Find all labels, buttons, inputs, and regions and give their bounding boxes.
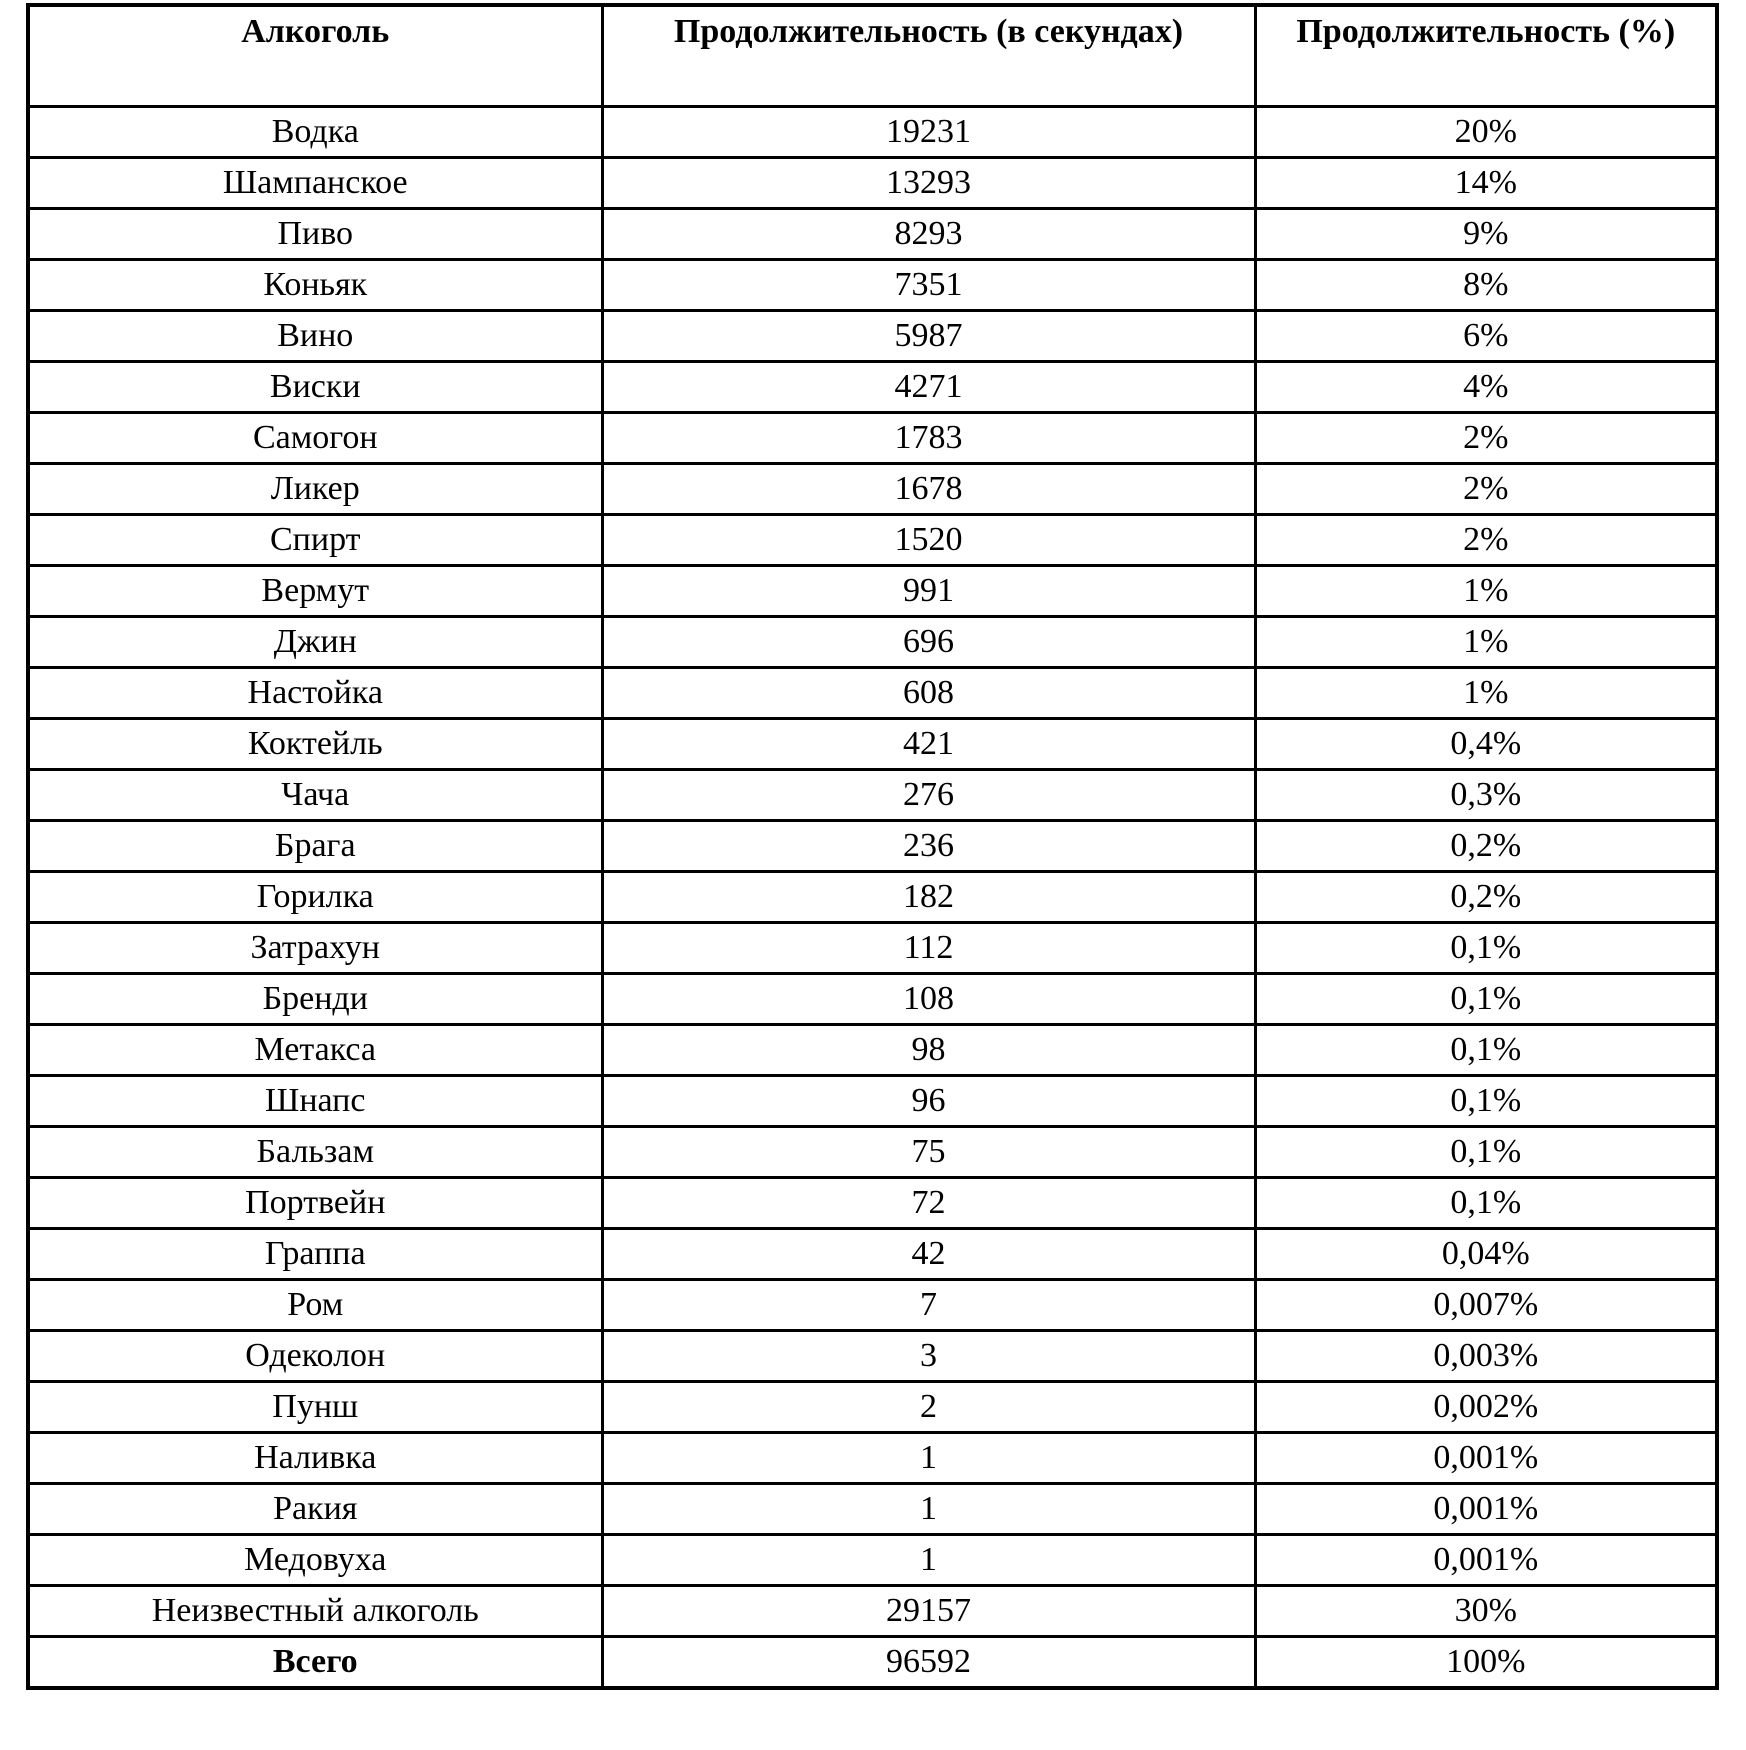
alcohol-name-cell: Настойка [28,668,602,719]
table-row [28,1076,1717,1127]
duration-seconds-cell: 1 [602,1535,1255,1586]
table-row [28,209,1717,260]
duration-seconds-cell: 13293 [602,158,1255,209]
table-row [28,566,1717,617]
duration-percent-cell: 0,1% [1255,1127,1717,1178]
alcohol-duration-table [26,3,1719,1690]
duration-seconds-cell: 1 [602,1484,1255,1535]
alcohol-name-cell: Пиво [28,209,602,260]
table-row [28,515,1717,566]
table-row [28,617,1717,668]
duration-percent-cell: 0,003% [1255,1331,1717,1382]
alcohol-name-cell: Самогон [28,413,602,464]
table-row [28,821,1717,872]
duration-percent-cell: 0,1% [1255,923,1717,974]
alcohol-name-cell: Затрахун [28,923,602,974]
duration-seconds-cell: 421 [602,719,1255,770]
table-row [28,1535,1717,1586]
table-row [28,107,1717,158]
duration-seconds-cell: 608 [602,668,1255,719]
duration-percent-cell: 9% [1255,209,1717,260]
table-row [28,1178,1717,1229]
duration-seconds-cell: 112 [602,923,1255,974]
alcohol-name-cell: Бренди [28,974,602,1025]
table-row [28,1127,1717,1178]
duration-percent-cell: 1% [1255,566,1717,617]
table-row [28,1382,1717,1433]
alcohol-name-cell: Спирт [28,515,602,566]
alcohol-name-cell: Чача [28,770,602,821]
alcohol-name-cell: Медовуха [28,1535,602,1586]
duration-seconds-cell: 108 [602,974,1255,1025]
table-row [28,362,1717,413]
header-row [28,5,1717,107]
alcohol-name-cell: Ликер [28,464,602,515]
duration-seconds-cell: 3 [602,1331,1255,1382]
table-row [28,668,1717,719]
duration-seconds-cell: 72 [602,1178,1255,1229]
table-row [28,1229,1717,1280]
table-row [28,974,1717,1025]
duration-seconds-cell: 1783 [602,413,1255,464]
duration-seconds-cell: 29157 [602,1586,1255,1637]
table-row [28,719,1717,770]
total-row [28,1637,1717,1689]
duration-seconds-cell: 5987 [602,311,1255,362]
total-seconds-cell: 96592 [602,1637,1255,1689]
duration-percent-cell: 0,2% [1255,821,1717,872]
duration-seconds-cell: 7 [602,1280,1255,1331]
duration-seconds-cell: 42 [602,1229,1255,1280]
duration-percent-cell: 0,1% [1255,1076,1717,1127]
duration-seconds-cell: 182 [602,872,1255,923]
duration-seconds-cell: 7351 [602,260,1255,311]
table-row [28,260,1717,311]
table-row [28,1280,1717,1331]
alcohol-name-cell: Одеколон [28,1331,602,1382]
duration-percent-cell: 4% [1255,362,1717,413]
duration-percent-cell: 0,001% [1255,1484,1717,1535]
alcohol-name-cell: Наливка [28,1433,602,1484]
table-row [28,923,1717,974]
alcohol-name-cell: Вино [28,311,602,362]
duration-percent-cell: 0,04% [1255,1229,1717,1280]
total-label-cell: Всего [28,1637,602,1689]
alcohol-name-cell: Метакса [28,1025,602,1076]
table-body [28,107,1717,1637]
column-header-alcohol: Алкоголь [28,5,602,107]
duration-seconds-cell: 96 [602,1076,1255,1127]
duration-seconds-cell: 1678 [602,464,1255,515]
duration-percent-cell: 0,007% [1255,1280,1717,1331]
alcohol-name-cell: Пунш [28,1382,602,1433]
table-row [28,872,1717,923]
duration-percent-cell: 0,1% [1255,1025,1717,1076]
alcohol-name-cell: Портвейн [28,1178,602,1229]
duration-seconds-cell: 1 [602,1433,1255,1484]
alcohol-name-cell: Шампанское [28,158,602,209]
duration-percent-cell: 0,002% [1255,1382,1717,1433]
duration-percent-cell: 0,2% [1255,872,1717,923]
alcohol-name-cell: Граппа [28,1229,602,1280]
column-header-duration-seconds: Продолжительность (в секундах) [602,5,1255,107]
duration-percent-cell: 2% [1255,413,1717,464]
duration-seconds-cell: 991 [602,566,1255,617]
duration-seconds-cell: 4271 [602,362,1255,413]
table-row [28,1025,1717,1076]
table-row [28,1586,1717,1637]
duration-percent-cell: 2% [1255,515,1717,566]
duration-percent-cell: 30% [1255,1586,1717,1637]
duration-percent-cell: 1% [1255,668,1717,719]
table-row [28,464,1717,515]
alcohol-name-cell: Бальзам [28,1127,602,1178]
table-row [28,1433,1717,1484]
duration-percent-cell: 0,4% [1255,719,1717,770]
duration-seconds-cell: 8293 [602,209,1255,260]
duration-percent-cell: 6% [1255,311,1717,362]
duration-seconds-cell: 276 [602,770,1255,821]
duration-percent-cell: 0,1% [1255,1178,1717,1229]
duration-percent-cell: 0,1% [1255,974,1717,1025]
table-row [28,770,1717,821]
alcohol-name-cell: Ром [28,1280,602,1331]
duration-percent-cell: 0,001% [1255,1433,1717,1484]
duration-percent-cell: 1% [1255,617,1717,668]
duration-seconds-cell: 1520 [602,515,1255,566]
duration-seconds-cell: 236 [602,821,1255,872]
duration-percent-cell: 14% [1255,158,1717,209]
table-row [28,158,1717,209]
duration-percent-cell: 8% [1255,260,1717,311]
alcohol-name-cell: Неизвестный алкоголь [28,1586,602,1637]
alcohol-name-cell: Ракия [28,1484,602,1535]
duration-seconds-cell: 2 [602,1382,1255,1433]
duration-seconds-cell: 98 [602,1025,1255,1076]
alcohol-name-cell: Брага [28,821,602,872]
total-percent-cell: 100% [1255,1637,1717,1689]
alcohol-name-cell: Шнапс [28,1076,602,1127]
table-row [28,413,1717,464]
table-header [28,5,1717,107]
alcohol-name-cell: Джин [28,617,602,668]
duration-percent-cell: 0,3% [1255,770,1717,821]
alcohol-name-cell: Виски [28,362,602,413]
alcohol-name-cell: Коньяк [28,260,602,311]
duration-percent-cell: 20% [1255,107,1717,158]
duration-seconds-cell: 19231 [602,107,1255,158]
column-header-duration-percent: Продолжительность (%) [1255,5,1717,107]
duration-percent-cell: 2% [1255,464,1717,515]
table-row [28,1484,1717,1535]
duration-seconds-cell: 696 [602,617,1255,668]
table-row [28,311,1717,362]
table-footer [28,1637,1717,1689]
table-row [28,1331,1717,1382]
duration-seconds-cell: 75 [602,1127,1255,1178]
alcohol-name-cell: Коктейль [28,719,602,770]
alcohol-name-cell: Вермут [28,566,602,617]
alcohol-name-cell: Водка [28,107,602,158]
alcohol-name-cell: Горилка [28,872,602,923]
duration-percent-cell: 0,001% [1255,1535,1717,1586]
